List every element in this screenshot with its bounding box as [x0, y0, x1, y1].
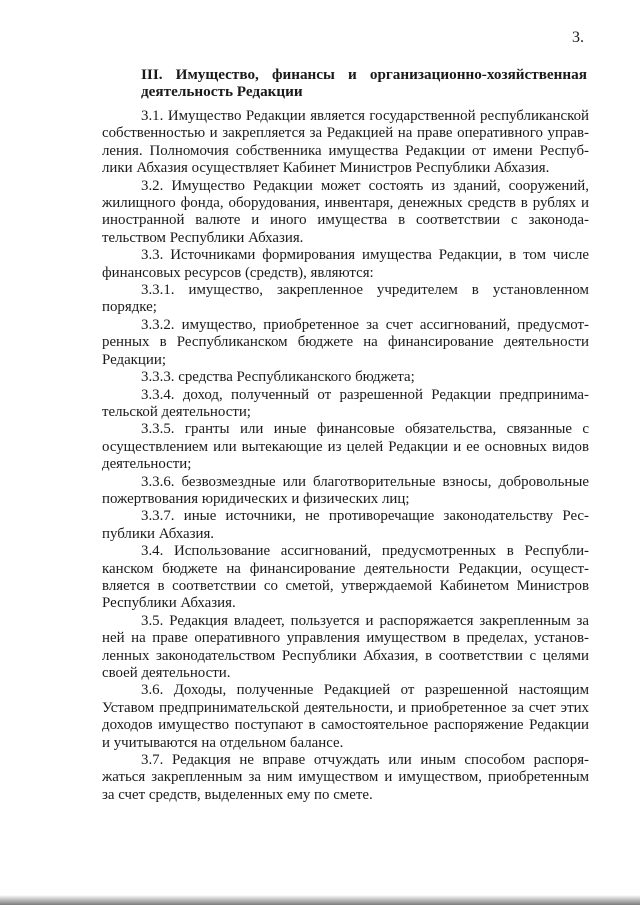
paragraph-line: публики Абхазия. [102, 525, 215, 542]
paragraph-line: лики Абхазия осуществляет Кабинет Министров Республики Абхазия. [102, 160, 550, 177]
paragraph [102, 543, 589, 613]
paragraph-line: жилищного фонда, оборудования, инвентаря, денежных средств в рублях и [102, 195, 589, 212]
paragraph-line: тельством Республики Абхазия. [102, 229, 304, 246]
paragraph-line: жаться закрепленным за ним имуществом и имуществом, приобретенным [102, 769, 589, 786]
paragraph-line: 3.6. Доходы, полученные Редакцией от разрешенной настоящим [141, 682, 589, 699]
paragraph-line: канском бюджете на финансирование деятельности Редакции, осущест- [102, 560, 589, 577]
paragraph-line: ней на праве оперативного управления имуществом в пределах, установ- [102, 630, 589, 647]
heading-line: деятельность Редакции [141, 83, 303, 101]
paragraph-line: 3.7. Редакция не вправе отчуждать или иным способом распоря- [141, 752, 589, 769]
paragraph-line: ления. Полномочия собственника имущества Редакции от имени Респуб- [102, 142, 589, 159]
paragraph-line: Республики Абхазия. [102, 595, 236, 612]
section-heading [141, 66, 587, 101]
paragraph-line: 3.3.3. средства Республиканского бюджета; [141, 369, 415, 386]
scan-edge-shadow [0, 895, 640, 905]
paragraph [102, 421, 589, 473]
paragraph-line: доходов имущество поступают в самостоятельное распоряжение Редакции [102, 717, 589, 734]
paragraph-line: 3.5. Редакция владеет, пользуется и распоряжается закрепленным за [141, 612, 589, 629]
paragraph-line: тельской деятельности; [102, 403, 251, 420]
paragraph [102, 613, 589, 683]
paragraph-line: порядке; [102, 299, 157, 316]
paragraph-line: 3.2. Имущество Редакции может состоять из зданий, сооружений, [141, 177, 589, 194]
paragraph [102, 369, 589, 386]
paragraph-line: 3.3.2. имущество, приобретенное за счет ассигнований, предусмот- [141, 316, 589, 333]
paragraph-line: за счет средств, выделенных ему по смете. [102, 786, 373, 803]
paragraph-line: своей деятельности. [102, 665, 231, 681]
paragraph-line: осуществлением или вытекающие из целей Редакции и ее основных видов [102, 438, 589, 455]
paragraph-line: деятельности; [102, 456, 192, 473]
paragraph-line: ренных в Республиканском бюджете на финансирование деятельности [102, 334, 589, 351]
paragraph-line: 3.4. Использование ассигнований, предусмотренных в Республи- [141, 543, 589, 560]
paragraph [102, 108, 589, 178]
paragraph-line: Уставом предпринимательской деятельности, и приобретенное за счет этих [102, 699, 589, 716]
paragraph-line: 3.3.1. имущество, закрепленное учредителем в установленном [141, 282, 589, 299]
paragraph [102, 508, 589, 543]
paragraph-line: ленных законодательством Республики Абхазия, в соответствии с целями [102, 647, 589, 664]
paragraph-line: 3.3.6. безвозмездные или благотворительные взносы, добровольные [141, 473, 589, 490]
paragraph [102, 474, 589, 509]
paragraph-line: иностранной валюте и иного имущества в соответствии с законода- [102, 212, 589, 229]
paragraph [102, 752, 589, 804]
paragraph-line: 3.3.7. иные источники, не противоречащие законодательству Рес- [141, 508, 589, 525]
paragraph [102, 178, 589, 248]
heading-line: III. Имущество, финансы и организационно-хозяйственная [141, 66, 587, 83]
paragraph [102, 682, 589, 752]
paragraph [102, 387, 589, 422]
paragraph-line: 3.3. Источниками формирования имущества Редакции, в том числе [141, 247, 589, 264]
page-number: 3. [572, 29, 584, 46]
paragraph [102, 317, 589, 369]
paragraph-line: финансовых ресурсов (средств), являются: [102, 264, 374, 281]
paragraph-line: 3.1. Имущество Редакции является государственной республиканской [141, 108, 589, 124]
paragraph-line: 3.3.5. гранты или иные финансовые обязательства, связанные с [141, 421, 589, 438]
paragraph-line: пожертвования юридических и физических лиц; [102, 490, 410, 507]
document-body [102, 108, 589, 804]
paragraph [102, 247, 589, 282]
paragraph-line: Редакции; [102, 351, 166, 368]
paragraph-line: вляется в соответствии со сметой, утверждаемой Кабинетом Министров [102, 577, 589, 594]
paragraph-line: и учитываются на отдельном балансе. [102, 734, 344, 751]
paragraph-line: собственностью и закрепляется за Редакцией на праве оперативного управ- [102, 125, 589, 142]
paragraph-line: 3.3.4. доход, полученный от разрешенной Редакции предпринима- [141, 386, 589, 403]
paragraph [102, 282, 589, 317]
